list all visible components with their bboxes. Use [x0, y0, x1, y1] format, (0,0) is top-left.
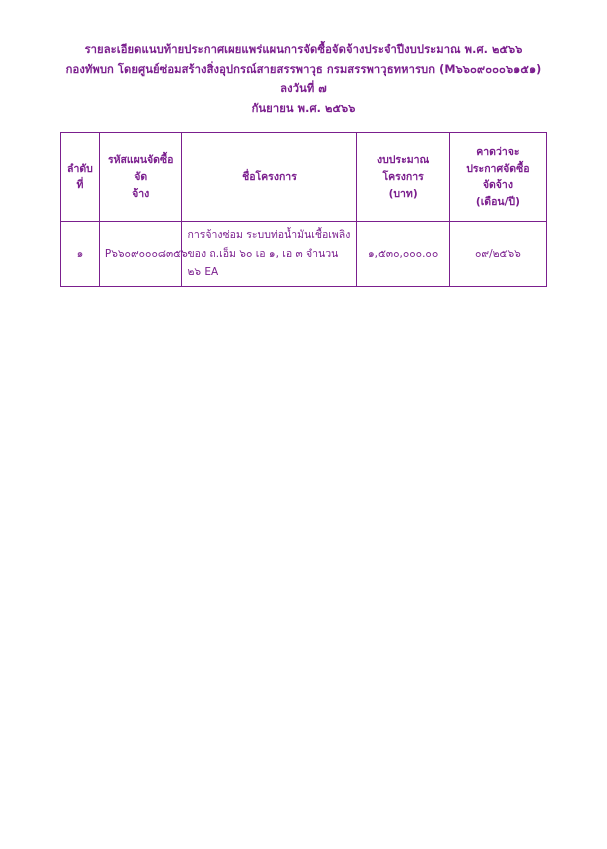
column-header-no [61, 133, 100, 222]
column-header-budget [357, 133, 449, 222]
column-header-budget-line2: โครงการ [382, 170, 424, 183]
column-header-no-line2: ที่ [76, 179, 84, 192]
cell-budget: ๑,๕๓๐,๐๐๐.๐๐ [357, 222, 449, 286]
header-line-2: กองทัพบก โดยศูนย์ซ่อมสร้างสิ่งอุปกรณ์สายสรรพาวุธ กรมสรรพาวุธทหารบก (M๖๖๐๙๐๐๐๖๑๕๑) ลงวันที่ ๗ [65, 62, 542, 96]
table-body [61, 222, 547, 286]
cell-code: P๖๖๐๙๐๐๐๘๓๕๖ [99, 222, 182, 286]
column-header-budget-line3: (บาท) [388, 187, 418, 200]
table-header-row [61, 133, 547, 222]
table-header [61, 133, 547, 222]
procurement-table [60, 132, 547, 286]
header-line-3: กันยายน พ.ศ. ๒๕๖๖ [251, 101, 356, 115]
column-header-name [182, 133, 357, 222]
column-header-code-line2: จ้าง [132, 187, 150, 200]
header-line-1: รายละเอียดแนบท้ายประกาศเผยแพร่แผนการจัดซื้อจัดจ้างประจำปีงบประมาณ พ.ศ. ๒๕๖๖ [84, 43, 523, 56]
column-header-date-line4: (เดือน/ปี) [475, 196, 520, 209]
cell-name [182, 222, 357, 286]
document-header [60, 40, 547, 118]
column-header-budget-line1: งบประมาณ [376, 154, 430, 167]
column-header-date-line1: คาดว่าจะ [476, 145, 520, 158]
cell-date: ๐๙/๒๕๖๖ [449, 222, 546, 286]
column-header-date-line3: จัดจ้าง [482, 179, 513, 192]
cell-name-text: การจ้างซ่อม ระบบท่อน้ำมันเชื้อเพลิง ของ ถ.เอ็ม ๖๐ เอ ๑, เอ ๓ จำนวน ๒๖ EA [187, 229, 351, 279]
column-header-name-line1: ชื่อโครงการ [242, 170, 297, 183]
column-header-no-line1: ลำดับ [67, 162, 93, 175]
cell-no: ๑ [61, 222, 100, 286]
column-header-date [449, 133, 546, 222]
column-header-code-line1: รหัสแผนจัดซื้อจัด [107, 154, 174, 183]
column-header-code [99, 133, 182, 222]
table-row [61, 222, 547, 286]
column-header-date-line2: ประกาศจัดซื้อ [466, 162, 530, 175]
